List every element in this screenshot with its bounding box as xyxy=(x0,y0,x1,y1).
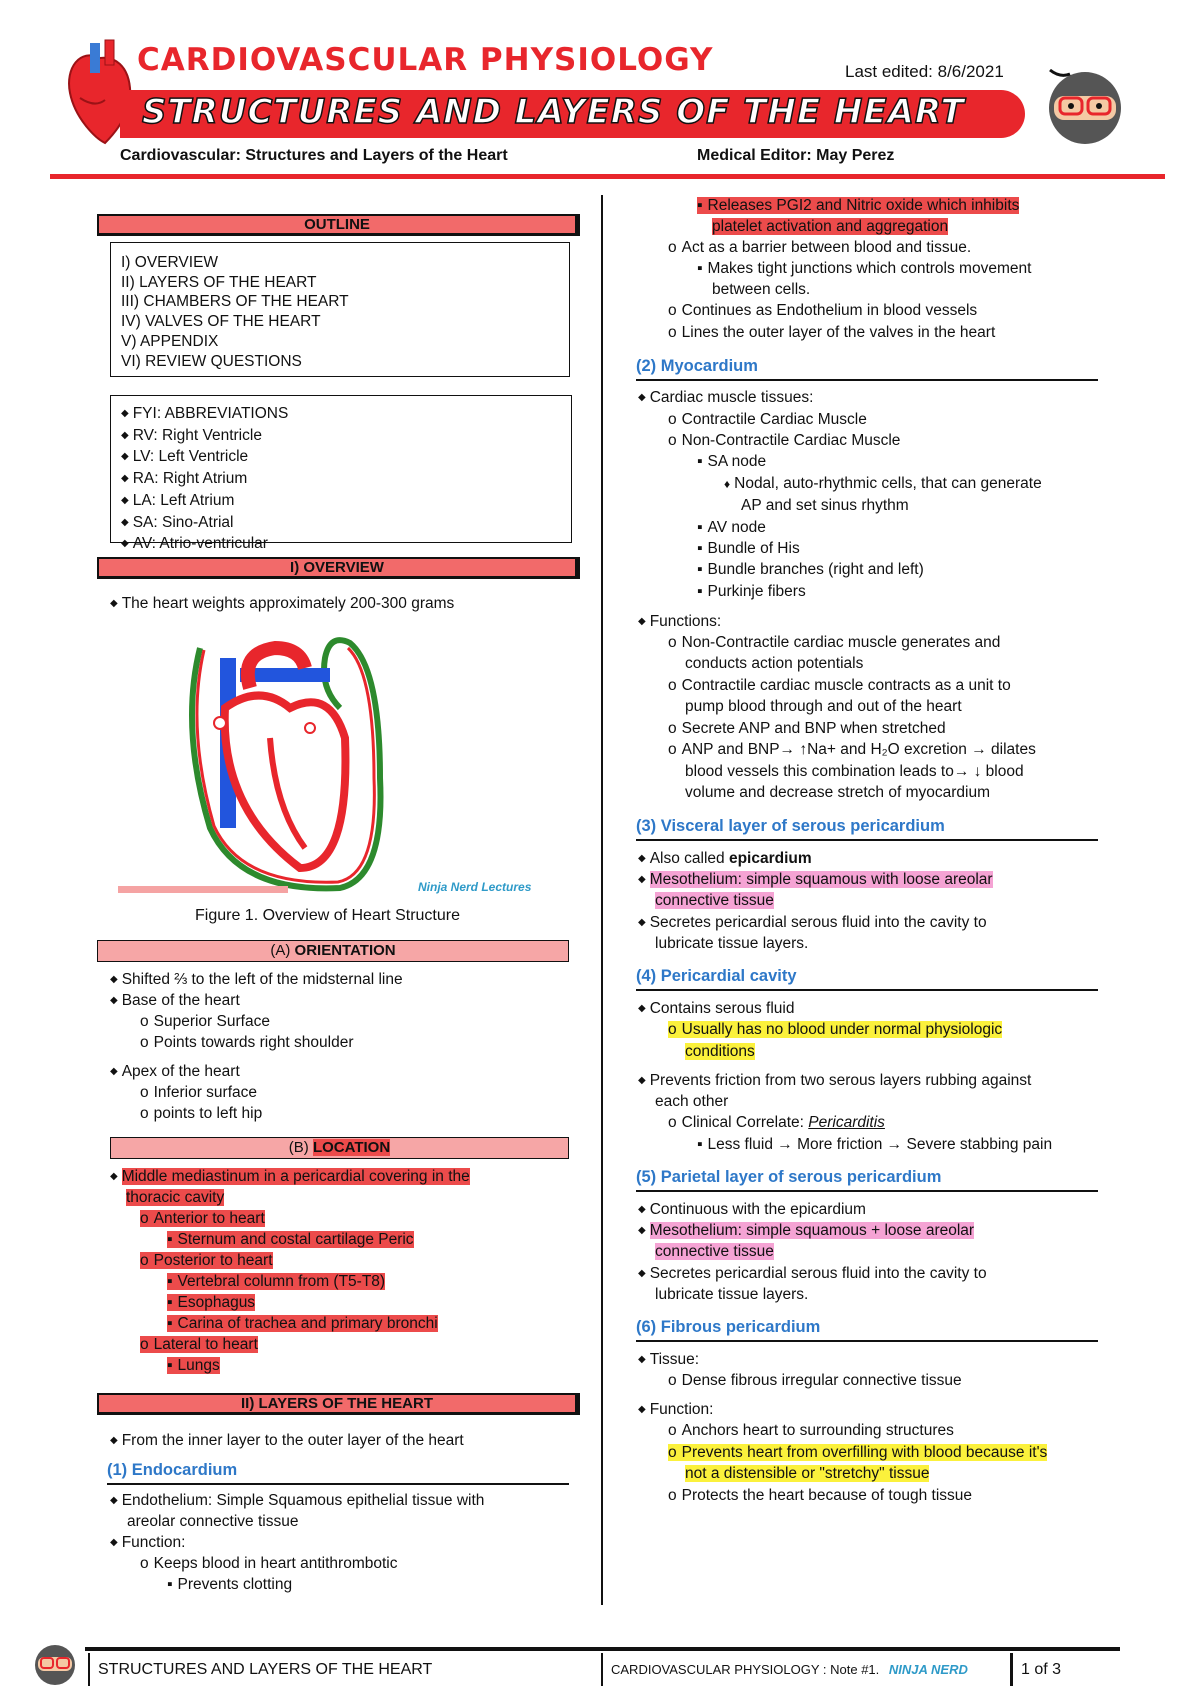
outline-item[interactable]: V) APPENDIX xyxy=(121,332,219,350)
location-item xyxy=(167,1230,414,1250)
header-title: CARDIOVASCULAR PHYSIOLOGY xyxy=(137,42,714,78)
orientation-item: ◆ Shifted ⅔ to the left of the midsternal line xyxy=(110,970,403,992)
layers-header-label: II) LAYERS OF THE HEART xyxy=(241,1395,433,1412)
myo-item: o Non-Contractile cardiac muscle generates and xyxy=(668,633,1000,653)
orientation-item: o Inferior surface xyxy=(140,1083,257,1103)
parietal-item: ◆ Continuous with the epicardium xyxy=(638,1200,866,1222)
visceral-item: lubricate tissue layers. xyxy=(655,935,809,952)
visceral-rule xyxy=(636,839,1098,841)
outline-item[interactable]: III) CHAMBERS OF THE HEART xyxy=(121,293,349,311)
abbr-item: ◆ RV: Right Ventricle xyxy=(121,426,561,448)
orientation-item: o Superior Surface xyxy=(140,1012,270,1032)
layers-intro: ◆ From the inner layer to the outer layer of the heart xyxy=(110,1431,464,1453)
footer-brand: NINJA NERD xyxy=(888,1662,968,1677)
endo-cont-item: o Continues as Endothelium in blood vessels xyxy=(668,301,977,321)
myo-item: o Secrete ANP and BNP when stretched xyxy=(668,719,946,739)
location-item xyxy=(140,1209,265,1229)
orientation-header xyxy=(97,940,569,962)
fibrous-item xyxy=(685,1464,929,1484)
myo-item: ▪ AV node xyxy=(697,518,766,538)
footer-left: STRUCTURES AND LAYERS OF THE HEART xyxy=(88,1653,598,1686)
overview-weight: ◆ The heart weights approximately 200-300 grams xyxy=(110,594,454,616)
location-item xyxy=(110,1167,470,1189)
endo-item: ◆ Endothelium: Simple Squamous epithelial tissue with xyxy=(110,1491,484,1513)
location-item xyxy=(167,1356,220,1376)
parietal-item xyxy=(638,1221,974,1243)
fibrous-heading: (6) Fibrous pericardium xyxy=(636,1318,821,1336)
cavity-item xyxy=(668,1113,885,1133)
outline-item[interactable]: II) LAYERS OF THE HEART xyxy=(121,273,317,291)
abbr-item: ◆ SA: Sino-Atrial xyxy=(121,513,561,535)
orientation-title: ORIENTATION xyxy=(294,942,396,959)
myo-item: ◆ Functions: xyxy=(638,612,721,634)
outline-item[interactable]: VI) REVIEW QUESTIONS xyxy=(121,352,302,370)
location-item-text: ▪ Carina of trachea and primary bronchi xyxy=(167,1315,438,1332)
visceral-item: ◆ Secretes pericardial serous fluid into the cavity to xyxy=(638,913,987,935)
location-title: LOCATION xyxy=(312,1139,391,1156)
footer-mascot-icon xyxy=(30,1637,80,1687)
header-subtitle: STRUCTURES AND LAYERS OF THE HEART xyxy=(142,92,965,132)
outline-item[interactable]: IV) VALVES OF THE HEART xyxy=(121,313,321,331)
location-item-text: ▪ Lungs xyxy=(167,1357,220,1374)
myocardium-rule xyxy=(636,379,1098,381)
myo-item: ▪ Bundle of His xyxy=(697,539,800,559)
visceral-heading: (3) Visceral layer of serous pericardium xyxy=(636,817,945,835)
myo-item: o ANP and BNP→ ↑Na+ and H₂O excretion → dilates xyxy=(668,740,1036,760)
myocardium-heading: (2) Myocardium xyxy=(636,357,758,375)
myo-item: AP and set sinus rhythm xyxy=(741,497,909,514)
visceral-text: Also called xyxy=(649,850,729,867)
abbr-item: ◆ AV: Atrio-ventricular xyxy=(121,534,561,556)
figure-credit xyxy=(118,880,558,898)
overview-header-label: I) OVERVIEW xyxy=(290,559,384,576)
location-item-text: ▪ Sternum and costal cartilage Peric xyxy=(167,1231,414,1248)
endocardium-heading: (1) Endocardium xyxy=(107,1461,238,1479)
endo-cont-item: o Lines the outer layer of the valves in the heart xyxy=(668,323,995,343)
location-item-text: Middle mediastinum in a pericardial covering in the xyxy=(121,1168,470,1185)
cavity-item: ◆ Contains serous fluid xyxy=(638,999,794,1021)
outline-header-label: OUTLINE xyxy=(304,216,370,233)
cavity-rule xyxy=(636,989,1098,991)
location-prefix: (B) xyxy=(288,1139,313,1156)
parietal-text: connective tissue xyxy=(655,1243,774,1260)
cavity-text: o Usually has no blood under normal physiologic xyxy=(668,1021,1002,1038)
cavity-item: each other xyxy=(655,1093,729,1110)
footer-mid xyxy=(601,1653,1011,1686)
endocardium-rule xyxy=(107,1483,569,1485)
endo-cont-item xyxy=(712,217,948,237)
cavity-heading: (4) Pericardial cavity xyxy=(636,967,797,985)
header-rule xyxy=(50,174,1165,179)
endo-item: ▪ Prevents clotting xyxy=(167,1575,292,1595)
footer-rule xyxy=(85,1647,1120,1651)
abbr-item: ◆ RA: Right Atrium xyxy=(121,469,561,491)
footer-mid-text: CARDIOVASCULAR PHYSIOLOGY : Note #1. xyxy=(611,1662,880,1677)
footer-page: 1 of 3 xyxy=(1010,1653,1101,1686)
endo-item: o Keeps blood in heart antithrombotic xyxy=(140,1554,397,1574)
fibrous-item: ◆ Tissue: xyxy=(638,1350,699,1372)
myo-item: conducts action potentials xyxy=(685,655,864,672)
ninja-mascot-icon xyxy=(1040,60,1130,150)
location-item xyxy=(167,1314,438,1334)
fibrous-text: o Prevents heart from overfilling with blood because it's xyxy=(668,1444,1047,1461)
visceral-text: Mesothelium xyxy=(649,871,738,888)
myo-item: o Contractile cardiac muscle contracts as a unit to xyxy=(668,676,1011,696)
cavity-item xyxy=(685,1042,755,1062)
parietal-item: ◆ Secretes pericardial serous fluid into the cavity to xyxy=(638,1264,987,1286)
parietal-rule xyxy=(636,1190,1098,1192)
parietal-text: Mesothelium: simple squamous + loose areolar xyxy=(649,1222,975,1239)
outline-item[interactable]: I) OVERVIEW xyxy=(121,254,219,271)
visceral-bold: epicardium xyxy=(728,850,812,867)
abbr-item: ◆ LV: Left Ventricle xyxy=(121,447,561,469)
endo-cont-item xyxy=(697,196,1019,216)
myo-item: ♦ Nodal, auto-rhythmic cells, that can generate xyxy=(724,474,1042,494)
visceral-text: : simple squamous with loose areolar xyxy=(737,871,993,888)
figure-caption: Figure 1. Overview of Heart Structure xyxy=(195,907,460,924)
outline-header xyxy=(97,214,580,236)
fibrous-item: o Dense fibrous irregular connective tissue xyxy=(668,1371,962,1391)
endo-item: ◆ Function: xyxy=(110,1533,185,1555)
parietal-item xyxy=(655,1242,774,1262)
orientation-item: o Points towards right shoulder xyxy=(140,1033,354,1053)
pericarditis-link: Pericarditis xyxy=(808,1114,885,1131)
credit-strip xyxy=(118,886,288,893)
myo-item: o Contractile Cardiac Muscle xyxy=(668,410,867,430)
endo-cont-text: platelet activation and aggregation xyxy=(712,218,949,235)
location-header xyxy=(110,1137,569,1159)
location-item-text: ▪ Vertebral column from (T5-T8) xyxy=(167,1273,385,1290)
overview-header xyxy=(97,557,580,579)
myo-item: ▪ Bundle branches (right and left) xyxy=(697,560,924,580)
fibrous-item: o Protects the heart because of tough tissue xyxy=(668,1486,972,1506)
endo-cont-item: o Act as a barrier between blood and tissue. xyxy=(668,238,971,258)
cavity-item xyxy=(668,1020,1002,1040)
location-item-text: o Lateral to heart xyxy=(140,1336,258,1353)
location-item-text: o Posterior to heart xyxy=(140,1252,273,1269)
endo-cont-item: between cells. xyxy=(712,281,811,298)
fibrous-item: o Anchors heart to surrounding structures xyxy=(668,1421,954,1441)
location-item xyxy=(140,1335,258,1355)
cavity-text: conditions xyxy=(685,1043,755,1060)
header-topic: Cardiovascular: Structures and Layers of the Heart xyxy=(120,147,508,164)
abbreviations-box xyxy=(110,395,572,553)
visceral-item xyxy=(655,891,774,911)
endo-cont-text: ▪ Releases PGI2 and Nitric oxide which inhibits xyxy=(697,197,1019,214)
location-item-text: o Anterior to heart xyxy=(140,1210,265,1227)
orientation-item: ◆ Apex of the heart xyxy=(110,1062,240,1084)
parietal-heading: (5) Parietal layer of serous pericardium xyxy=(636,1168,942,1186)
myo-item: ◆ Cardiac muscle tissues: xyxy=(638,388,813,410)
orientation-item: ◆ Base of the heart xyxy=(110,991,240,1013)
parietal-item: lubricate tissue layers. xyxy=(655,1286,809,1303)
visceral-item xyxy=(638,849,812,871)
myo-item: blood vessels this combination leads to→ ↓ blood xyxy=(685,763,1024,780)
location-item xyxy=(126,1188,224,1208)
outline-box xyxy=(110,242,570,377)
endo-cont-item: ▪ Makes tight junctions which controls movement xyxy=(697,259,1031,279)
last-edited: Last edited: 8/6/2021 xyxy=(845,62,1004,81)
myo-item: volume and decrease stretch of myocardium xyxy=(685,784,990,801)
cavity-item: ▪ Less fluid → More friction → Severe stabbing pain xyxy=(697,1135,1052,1155)
orientation-item: o points to left hip xyxy=(140,1104,262,1124)
visceral-text: connective tissue xyxy=(655,892,774,909)
location-item-text: thoracic cavity xyxy=(126,1189,225,1206)
location-item xyxy=(167,1272,385,1292)
fibrous-rule xyxy=(636,1340,1098,1342)
endo-item: areolar connective tissue xyxy=(127,1513,299,1530)
column-divider xyxy=(601,195,603,1605)
fibrous-text: not a distensible or "stretchy" tissue xyxy=(685,1465,930,1482)
abbr-item: ◆ LA: Left Atrium xyxy=(121,491,561,513)
myo-item: pump blood through and out of the heart xyxy=(685,698,962,715)
fibrous-item: ◆ Function: xyxy=(638,1400,713,1422)
location-item-text: ▪ Esophagus xyxy=(167,1294,255,1311)
layers-header xyxy=(97,1393,580,1415)
visceral-item xyxy=(638,870,993,892)
myo-item: ▪ Purkinje fibers xyxy=(697,582,806,602)
header-editor: Medical Editor: May Perez xyxy=(697,147,895,164)
myo-item: ▪ SA node xyxy=(697,452,766,472)
cavity-text: Clinical Correlate: xyxy=(681,1114,809,1131)
fibrous-item xyxy=(668,1443,1047,1463)
cavity-item: ◆ Prevents friction from two serous layers rubbing against xyxy=(638,1071,1031,1093)
myo-item: o Non-Contractile Cardiac Muscle xyxy=(668,431,900,451)
ninja-nerd-brand: Ninja Nerd Lectures xyxy=(418,880,532,894)
orientation-prefix: (A) xyxy=(270,942,295,959)
location-item xyxy=(167,1293,255,1313)
heart-diagram xyxy=(180,628,390,898)
abbr-item: ◆ FYI: ABBREVIATIONS xyxy=(121,404,561,426)
location-item xyxy=(140,1251,273,1271)
